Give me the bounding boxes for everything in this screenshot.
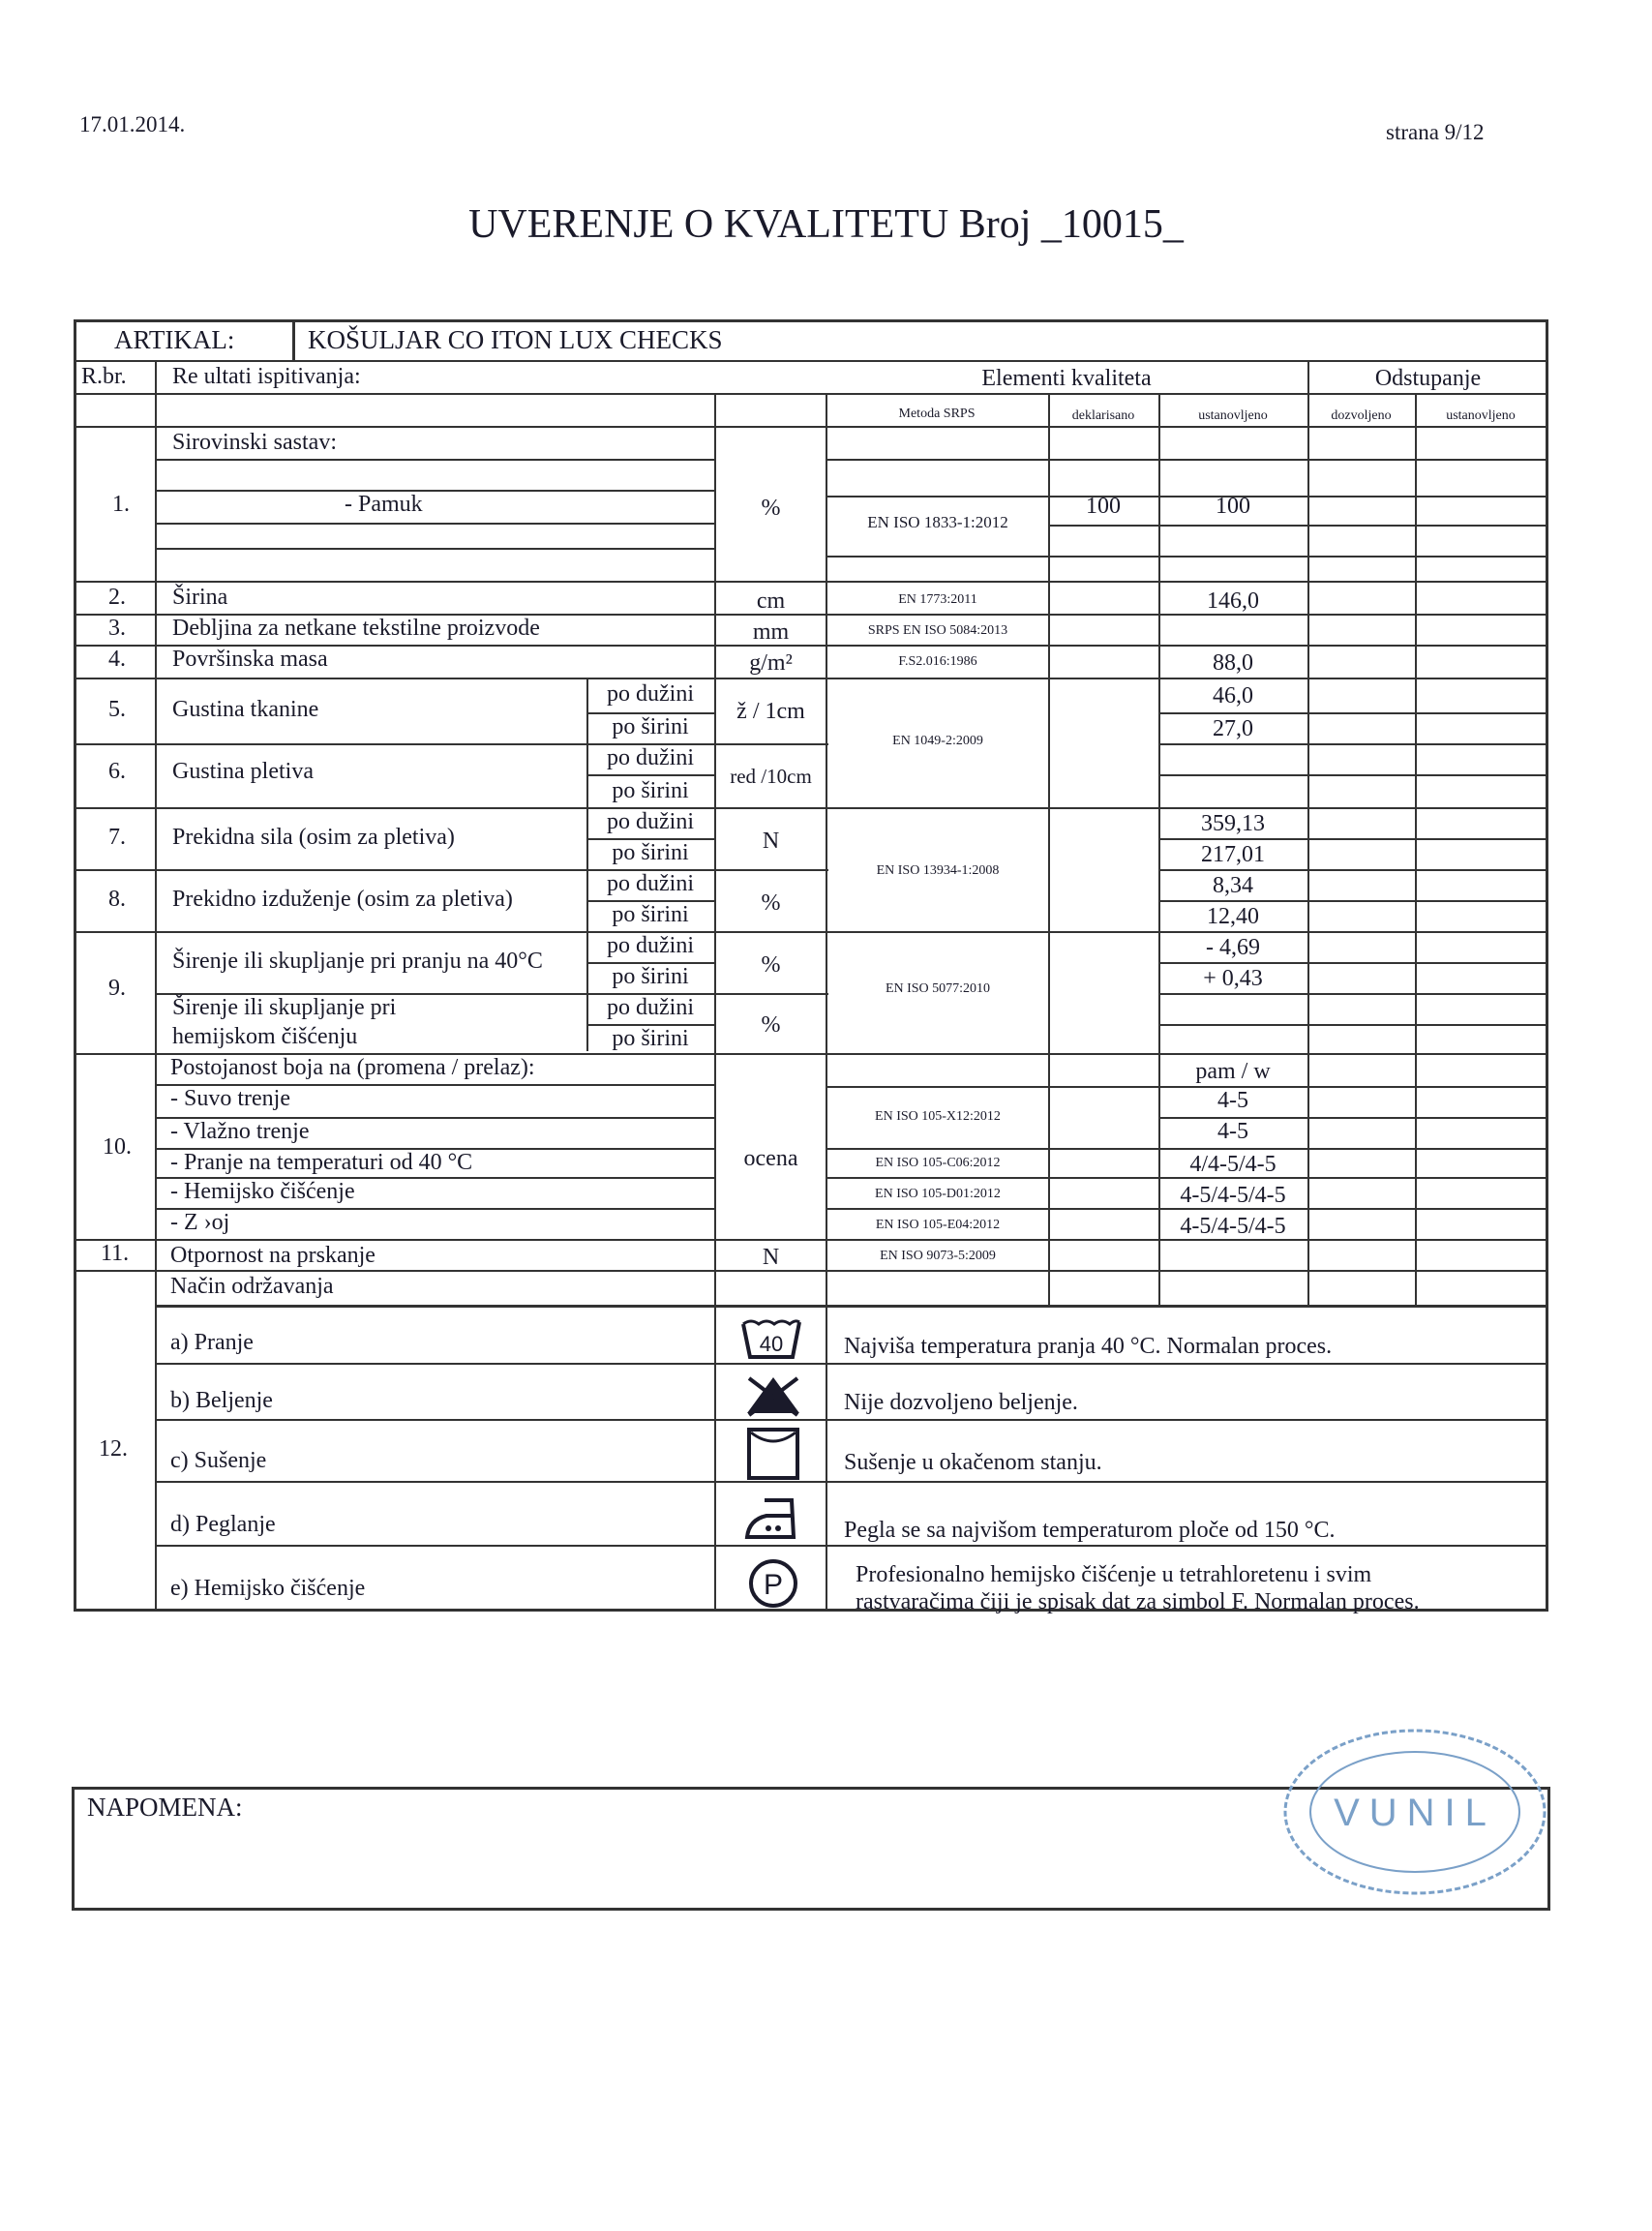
row-unit: % (761, 890, 781, 916)
col-ustanovljeno-2: ustanovljeno (1446, 408, 1516, 423)
row-number: 8. (108, 887, 126, 912)
list-item: - Vlažno trenje (170, 1119, 310, 1144)
dir-sirina: po širini (612, 778, 689, 803)
line-dry-icon (745, 1427, 801, 1481)
row-heading: Sirovinski sastav: (172, 430, 338, 455)
list-item: - Z ›oj (170, 1210, 230, 1235)
dir-sirina: po širini (612, 902, 689, 927)
row-name-drycleaning-1: Širenje ili skupljanje pri (172, 995, 397, 1020)
row-method: EN 1773:2011 (898, 592, 977, 607)
row-number: 1. (112, 492, 130, 517)
dir-duzina: po dužini (607, 933, 694, 958)
svg-text:VUNIL: VUNIL (1334, 1792, 1496, 1834)
row-method: EN ISO 5077:2010 (885, 981, 991, 996)
row-number: 5. (108, 697, 126, 722)
row-found: 4/4-5/4-5 (1189, 1152, 1277, 1177)
row-found: 146,0 (1207, 588, 1259, 614)
dir-sirina: po širini (612, 964, 689, 989)
artikal-value: KOŠULJAR CO ITON LUX CHECKS (308, 325, 723, 354)
row-number: 4. (108, 647, 126, 672)
row-name: Prekidno izduženje (osim za pletiva) (172, 887, 513, 912)
row-found-duzina: 46,0 (1213, 683, 1253, 708)
care-description-line-1: Profesionalno hemijsko čišćenje u tetrahloretenu i svim (856, 1562, 1372, 1587)
row-method: EN ISO 1833-1:2012 (867, 513, 1008, 531)
care-label: e) Hemijsko čišćenje (170, 1576, 366, 1601)
row-name-washing: Širenje ili skupljanje pri pranju na 40°C (172, 949, 543, 974)
row-found: 4-5/4-5/4-5 (1180, 1183, 1286, 1208)
dir-duzina: po dužini (607, 995, 694, 1020)
row-declared: 100 (1086, 494, 1121, 519)
row-heading: Način održavanja (170, 1274, 334, 1299)
row-found-head: pam / w (1195, 1059, 1271, 1084)
row-unit: g/m² (749, 650, 793, 676)
row-name: Gustina pletiva (172, 759, 314, 784)
row-method: EN ISO 105-D01:2012 (875, 1187, 1001, 1201)
row-unit: ocena (743, 1146, 798, 1171)
row-name: Debljina za netkane tekstilne proizvode (172, 616, 540, 641)
row-found-sirina: 217,01 (1201, 842, 1265, 867)
row-number: 9. (108, 976, 126, 1001)
document-date: 17.01.2014. (79, 112, 186, 136)
col-dozvoljeno: dozvoljeno (1331, 408, 1392, 423)
care-description: Nije dozvoljeno beljenje. (844, 1390, 1078, 1415)
row-method: EN ISO 105-X12:2012 (875, 1109, 1001, 1124)
row-name: Otpornost na prskanje (170, 1243, 375, 1268)
row-unit: mm (752, 619, 790, 645)
dry-clean-p-icon (747, 1558, 799, 1609)
col-rbr: R.br. (81, 364, 127, 389)
dir-duzina: po dužini (607, 871, 694, 896)
document-title: UVERENJE O KVALITETU Broj _10015_ (468, 202, 1184, 247)
svg-text:40: 40 (759, 1332, 784, 1356)
row-unit: % (761, 952, 781, 978)
dir-duzina: po dužini (607, 809, 694, 834)
row-name-drycleaning-2: hemijskom čišćenju (172, 1024, 358, 1049)
col-deklarisano: deklarisano (1071, 408, 1135, 423)
row-method: EN ISO 105-E04:2012 (875, 1218, 1001, 1232)
method-gustina: EN 1049-2:2009 (892, 734, 983, 748)
stamp-seal (1279, 1725, 1550, 1899)
row-name: Gustina tkanine (172, 697, 319, 722)
row-unit: ž / 1cm (736, 699, 805, 724)
care-description: Pegla se sa najvišom temperaturom ploče od 150 °C. (844, 1518, 1336, 1543)
row-unit: red /10cm (730, 765, 812, 788)
artikal-label: ARTIKAL: (114, 325, 235, 354)
row-number: 7. (108, 825, 126, 850)
row-found-sirina: 27,0 (1213, 716, 1253, 741)
care-label: c) Sušenje (170, 1448, 267, 1473)
row-unit: N (762, 829, 780, 854)
col-metoda: Metoda SRPS (898, 407, 976, 421)
row-method: F.S2.016:1986 (898, 654, 977, 669)
dir-duzina: po dužini (607, 681, 694, 707)
row-unit: % (761, 496, 781, 521)
care-description: Sušenje u okačenom stanju. (844, 1450, 1102, 1475)
row-name: Prekidna sila (osim za pletiva) (172, 825, 455, 850)
dir-duzina: po dužini (607, 745, 694, 770)
row-found: 88,0 (1213, 650, 1253, 676)
list-item: - Hemijsko čišćenje (170, 1179, 355, 1204)
row-name: Površinska masa (172, 647, 328, 672)
row-unit: cm (756, 588, 786, 614)
col-rezultati: Re ultati ispitivanja: (172, 364, 361, 389)
care-label: d) Peglanje (170, 1512, 276, 1537)
row-number: 10. (103, 1134, 132, 1160)
no-bleach-icon (743, 1374, 803, 1417)
col-elementi: Elementi kvaliteta (981, 366, 1152, 391)
wash-40-icon (739, 1316, 803, 1361)
care-label: b) Beljenje (170, 1388, 273, 1413)
row-found-sirina: + 0,43 (1203, 966, 1263, 991)
row-found-duzina: - 4,69 (1206, 935, 1260, 960)
list-item: - Pranje na temperaturi od 40 °C (170, 1150, 473, 1175)
napomena-label: NAPOMENA: (87, 1793, 243, 1822)
row-found: 4-5 (1217, 1119, 1248, 1144)
care-label: a) Pranje (170, 1330, 254, 1355)
care-description-line-2: rastvaračima čiji je spisak dat za simbol F. Normalan proces. (856, 1589, 1420, 1614)
row-item: - Pamuk (345, 492, 423, 517)
row-method: EN ISO 105-C06:2012 (875, 1156, 1001, 1170)
row-heading: Postojanost boja na (promena / prelaz): (170, 1055, 535, 1080)
list-item: - Suvo trenje (170, 1086, 290, 1111)
dir-sirina: po širini (612, 840, 689, 865)
row-unit: N (762, 1245, 780, 1270)
care-description: Najviša temperatura pranja 40 °C. Normalan proces. (844, 1334, 1333, 1359)
row-unit: % (761, 1012, 781, 1038)
method-prekid: EN ISO 13934-1:2008 (876, 863, 1000, 878)
dir-sirina: po širini (612, 714, 689, 739)
row-number: 12. (99, 1436, 128, 1462)
row-found: 4-5/4-5/4-5 (1180, 1214, 1286, 1239)
dir-sirina: po širini (612, 1026, 689, 1051)
row-found-sirina: 12,40 (1207, 904, 1259, 929)
col-odstupanje: Odstupanje (1374, 366, 1482, 391)
row-number: 3. (108, 616, 126, 641)
row-found-duzina: 359,13 (1201, 811, 1265, 836)
col-ustanovljeno: ustanovljeno (1198, 408, 1268, 423)
row-found: 4-5 (1217, 1088, 1248, 1113)
row-number: 2. (108, 585, 126, 610)
row-number: 6. (108, 759, 126, 784)
svg-text:P: P (763, 1569, 784, 1601)
row-number: 11. (101, 1241, 130, 1266)
row-method: SRPS EN ISO 5084:2013 (867, 623, 1008, 638)
iron-two-dots-icon (743, 1494, 805, 1543)
row-method: EN ISO 9073-5:2009 (880, 1249, 996, 1263)
page-number: strana 9/12 (1386, 120, 1485, 144)
row-found-duzina: 8,34 (1213, 873, 1253, 898)
row-found: 100 (1216, 494, 1250, 519)
row-name: Širina (172, 585, 228, 610)
